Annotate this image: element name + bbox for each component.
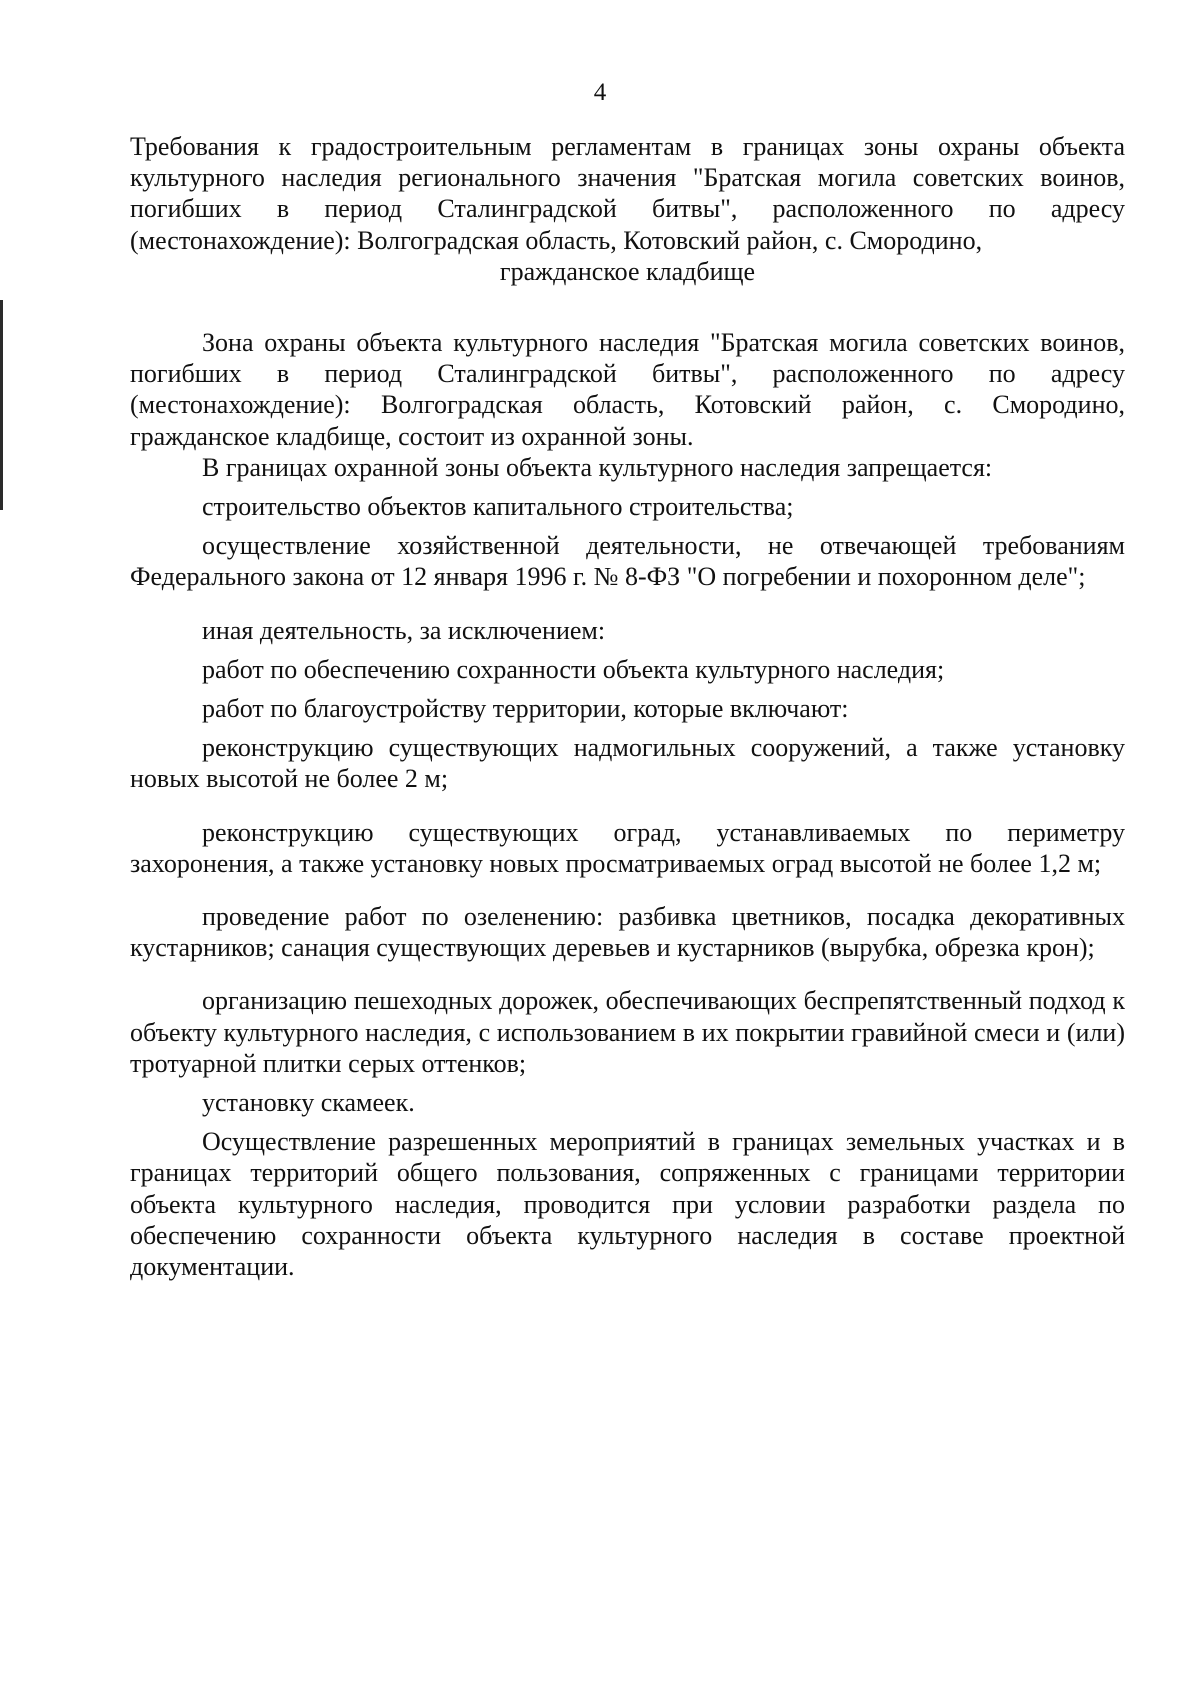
paragraph-other-activity: иная деятельность, за исключением: bbox=[202, 615, 606, 645]
paragraph-landscaping: проведение работ по озеленению: разбивка цветников, посадка декоративных кустарников; санация существующих деревьев и кустарников (вырубка, обрезка крон); bbox=[130, 902, 1125, 963]
paragraph-tombstone-reconstruction: реконструкцию существующих надмогильных сооружений, а также установку новых высотой не более 2 м; bbox=[130, 733, 1125, 794]
paragraph-capital-construction: строительство объектов капитального строительства; bbox=[202, 492, 794, 522]
paragraph-improvement-works: работ по благоустройству территории, которые включают: bbox=[202, 694, 849, 724]
scan-edge-mark bbox=[0, 300, 3, 510]
page-number: 4 bbox=[593, 79, 607, 106]
paragraph-pedestrian-paths: организацию пешеходных дорожек, обеспечивающих беспрепятственный подход к объекту культурного наследия, с использованием в их покрытии гравийной смеси и (или) тротуарной плитки серых оттенков; bbox=[130, 986, 1125, 1078]
paragraph-benches: установку скамеек. bbox=[202, 1088, 415, 1118]
document-title: Требования к градостроительным регламентам в границах зоны охраны объекта культурного наследия регионального значения "Братская могила советских воинов, погибших в период Сталинградской битвы", расположенного по адресу (местонахождение): Волгоградская область, Котовский район, с. Смородино, bbox=[130, 132, 1125, 255]
paragraph-economic-activity: осуществление хозяйственной деятельности, не отвечающей требованиям Федерального закона от 12 января 1996 г. № 8-ФЗ "О погребении и похоронном деле"; bbox=[130, 531, 1125, 592]
paragraph-preservation-works: работ по обеспечению сохранности объекта культурного наследия; bbox=[202, 654, 945, 684]
paragraph-prohibited-intro: В границах охранной зоны объекта культурного наследия запрещается: bbox=[202, 452, 993, 482]
paragraph-permitted-activities: Осуществление разрешенных мероприятий в границах земельных участках и в границах территорий общего пользования, сопряженных с границами территории объекта культурного наследия, проводится при условии разработки раздела по обеспечению сохранности объекта культурного наследия в составе проектной документации. bbox=[130, 1127, 1125, 1282]
paragraph-zone-composition: Зона охраны объекта культурного наследия "Братская могила советских воинов, погибших в период Сталинградской битвы", расположенного по адресу (местонахождение): Волгоградская область, Котовский район, с. Смородино, гражданское кладбище, состоит из охранной зоны. bbox=[130, 328, 1125, 451]
paragraph-fence-reconstruction: реконструкцию существующих оград, устанавливаемых по периметру захоронения, а также установку новых просматриваемых оград высотой не более 1,2 м; bbox=[130, 817, 1125, 878]
document-title-last-line: гражданское кладбище bbox=[499, 256, 756, 286]
document-body bbox=[130, 131, 1125, 1282]
